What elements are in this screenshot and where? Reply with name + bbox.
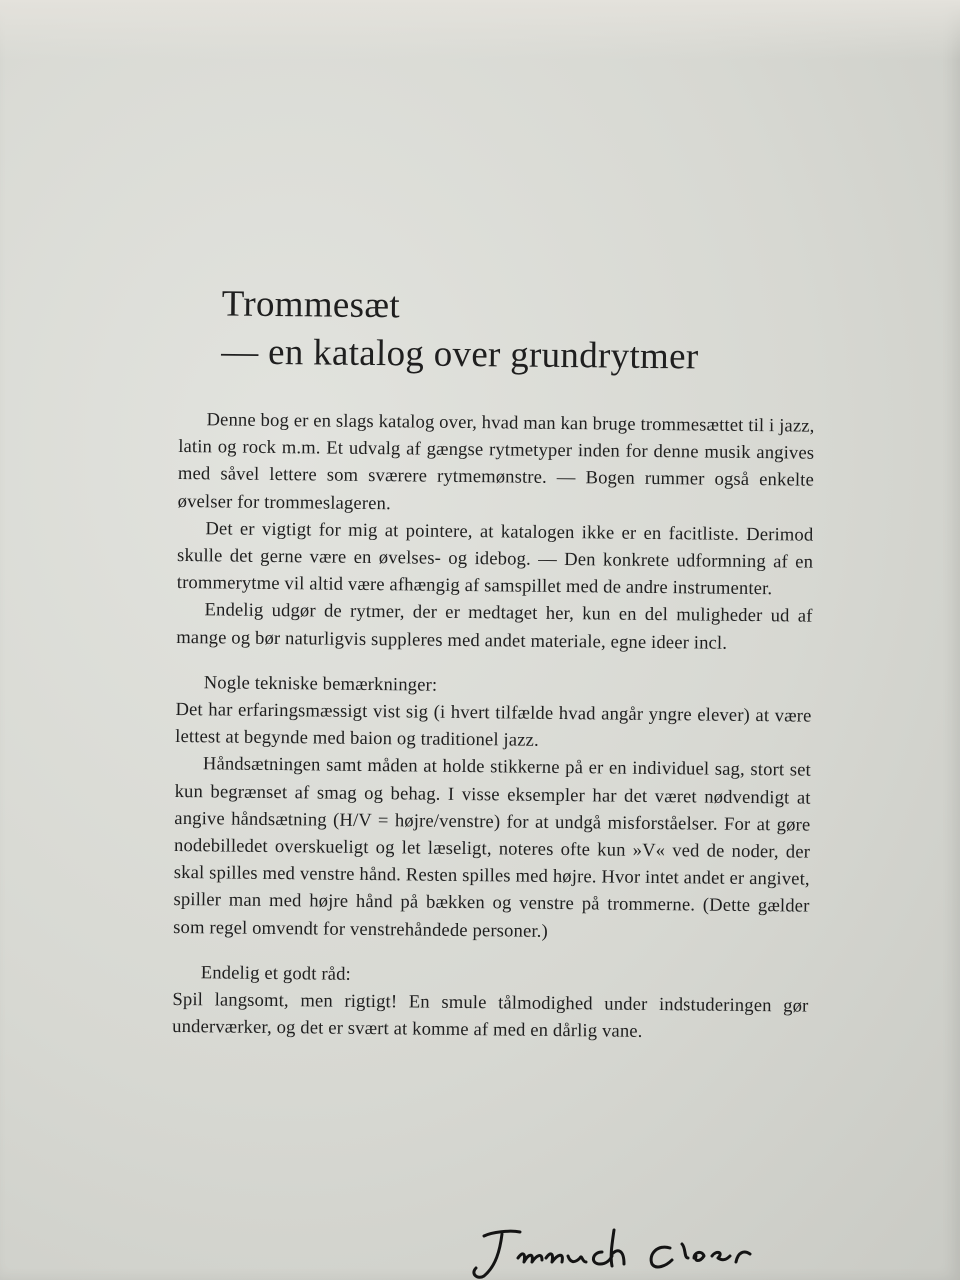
signature xyxy=(462,1222,782,1280)
title-line-2: — en katalog over grundrytmer xyxy=(221,331,699,378)
page-title xyxy=(221,280,816,382)
paragraph: Håndsætningen samt måden at holde stikkerne på er en individuel sag, stort set kun begrænset af smag og behag. I visse eksempler har det været nødvendigt at angive håndsætning (H/V = højre/venstre) for at undgå misforståelser. For at gøre nodebilledet overskueligt og let læseligt, noteres ofte kun »V« ved de noder, der skal spilles med venstre hånd. Resten spilles med højre. Hvor intet andet er angivet, spiller man med højre hånd på bækken og venstre på trommerne. (Dette gælder som regel omvendt for venstrehåndede personer.) xyxy=(173,753,812,942)
paragraph: Det er vigtigt for mig at pointere, at katalogen ikke er en facitliste. Derimod skulle det gerne være en øvelses- og idebog. — Den konkrete udformning af en trommerytme vil altid være afhængig af samspillet med de andre instrumenter. xyxy=(176,518,814,600)
title-line-1: Trommesæt xyxy=(221,283,401,327)
body-text xyxy=(172,406,815,1047)
paragraph: Endelig udgør de rytmer, der er medtaget her, kun en del muligheder ud af mange og bør naturligvis suppleres med andet materiale, egne ideer incl. xyxy=(176,599,813,654)
page-top-edge xyxy=(0,0,960,60)
paragraph: Denne bog er en slags katalog over, hvad man kan bruge trommesættet til i jazz, latin og rock m.m. Et udvalg af gængse rytmetyper inden for denne musik angives med såvel lettere som sværere rytmemønstre. — Bogen rummer også enkelte øvelser for trommeslageren. xyxy=(177,409,815,514)
paragraph: Endelig et godt råd: xyxy=(200,962,352,985)
paragraph: Spil langsomt, men rigtigt! En smule tålmodighed under indstuderingen gør underværker, og det er svært at komme af med en dårlig vane. xyxy=(172,989,809,1043)
page-content xyxy=(172,280,816,1047)
paragraph: Det har erfaringsmæssigt vist sig (i hvert tilfælde hvad angår yngre elever) at være lettest at begynde med baion og traditionel jazz. xyxy=(175,699,812,752)
paragraph: Nogle tekniske bemærkninger: xyxy=(203,672,438,696)
